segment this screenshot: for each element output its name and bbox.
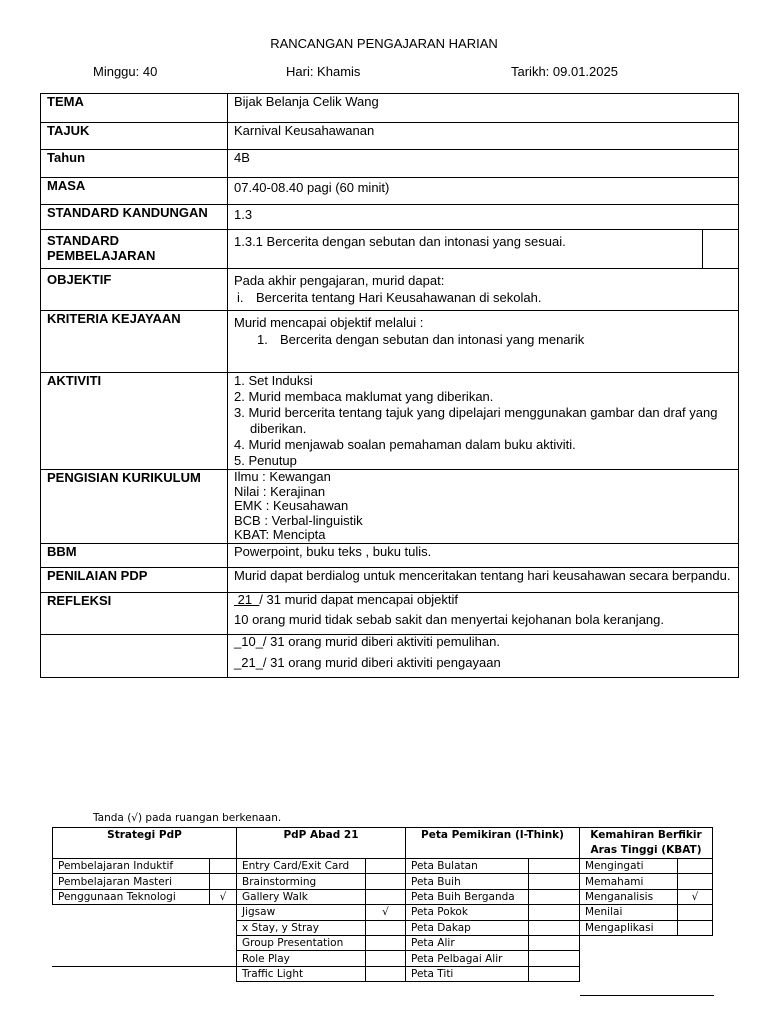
row-tajuk: [41, 123, 739, 150]
peta-item: Peta Buih Berganda: [406, 889, 529, 904]
row-standard-pembelajaran: [41, 230, 739, 269]
checkbox-cell[interactable]: √: [678, 889, 713, 904]
aktiviti-item: 1. Set Induksi: [234, 373, 313, 388]
masa-value: 07.40-08.40 pagi (60 minit): [228, 178, 739, 205]
checkbox-cell[interactable]: [678, 905, 713, 920]
kbat-item: Mengaplikasi: [580, 920, 678, 935]
row-refleksi: [41, 592, 739, 634]
kbat-item: Menganalisis: [580, 889, 678, 904]
sp-label-1: STANDARD: [47, 233, 119, 248]
peta-item: Peta Bulatan: [406, 859, 529, 874]
row-standard-kandungan: [41, 205, 739, 230]
row-masa: [41, 178, 739, 205]
tindakan-empty-cell: [41, 634, 228, 677]
checklist-row: [53, 874, 713, 889]
aktiviti-item: 3. Murid bercerita tentang tajuk yang dipelajari menggunakan gambar dan draf yang: [234, 405, 718, 420]
hari-field: Hari: Khamis: [286, 64, 361, 79]
peta-item: Peta Pelbagai Alir: [406, 951, 529, 966]
pengisian-label: PENGISIAN KURIKULUM: [47, 470, 201, 485]
checkbox-cell[interactable]: [529, 920, 580, 935]
checkbox-cell[interactable]: [366, 889, 406, 904]
kriteria-intro: Murid mencapai objektif melalui :: [234, 315, 424, 330]
checklist-row: [53, 859, 713, 874]
strategi-bottom-rule: [52, 966, 236, 967]
peta-item: Peta Titi: [406, 966, 529, 981]
checkbox-cell[interactable]: [529, 951, 580, 966]
lesson-plan-table: [40, 93, 739, 678]
kbat-item: Memahami: [580, 874, 678, 889]
sp-label-2: PEMBELAJARAN: [47, 248, 156, 263]
sp-value: 1.3.1 Bercerita dengan sebutan dan intonasi yang sesuai.: [228, 230, 703, 269]
checkbox-cell[interactable]: [366, 951, 406, 966]
masa-label: MASA: [47, 178, 86, 193]
checkbox-cell[interactable]: √: [210, 889, 237, 904]
row-tahun: [41, 150, 739, 178]
checklist-row: [53, 905, 713, 920]
refleksi-count: 21: [234, 591, 260, 607]
tema-label: TEMA: [47, 94, 84, 109]
pengisian-item: Ilmu : Kewangan: [234, 469, 331, 484]
checkbox-cell[interactable]: [366, 859, 406, 874]
checkbox-cell[interactable]: [366, 935, 406, 950]
tarikh-field: Tarikh: 09.01.2025: [511, 64, 618, 79]
checkbox-cell[interactable]: √: [366, 905, 406, 920]
kbat-item: Menilai: [580, 905, 678, 920]
checkbox-cell[interactable]: [529, 905, 580, 920]
abad-item: Entry Card/Exit Card: [237, 859, 366, 874]
checkbox-cell[interactable]: [529, 874, 580, 889]
kriteria-label: KRITERIA KEJAYAAN: [47, 311, 181, 326]
row-tindakan: [41, 634, 739, 677]
pengisian-item: KBAT: Mencipta: [234, 527, 326, 542]
checkbox-cell[interactable]: [529, 935, 580, 950]
penilaian-label: PENILAIAN PDP: [47, 567, 148, 583]
abad-item: Brainstorming: [237, 874, 366, 889]
sk-label: STANDARD KANDUNGAN: [47, 205, 208, 220]
row-pengisian: [41, 470, 739, 544]
abad-item: x Stay, y Stray: [237, 920, 366, 935]
objektif-item-num: i.: [237, 290, 244, 305]
kriteria-item: Bercerita dengan sebutan dan intonasi yang menarik: [280, 332, 585, 347]
row-bbm: [41, 543, 739, 567]
kbat-item: Mengingati: [580, 859, 678, 874]
pengisian-item: Nilai : Kerajinan: [234, 483, 326, 499]
minggu-field: Minggu: 40: [93, 64, 158, 79]
abad-item: Role Play: [237, 951, 366, 966]
objektif-label: OBJEKTIF: [47, 272, 112, 287]
row-penilaian: [41, 567, 739, 592]
checkbox-cell[interactable]: [529, 889, 580, 904]
row-aktiviti: [41, 373, 739, 470]
tajuk-label: TAJUK: [47, 123, 90, 138]
row-objektif: [41, 269, 739, 311]
tahun-value: 4B: [228, 150, 739, 178]
peta-item: Peta Alir: [406, 935, 529, 950]
row-kriteria: [41, 311, 739, 373]
peta-item: Peta Buih: [406, 874, 529, 889]
checkbox-cell[interactable]: [529, 859, 580, 874]
pemulihan-line: _10_/ 31 orang murid diberi aktiviti pemulihan.: [234, 633, 500, 649]
kbat-header-2: Aras Tinggi (KBAT): [590, 844, 702, 856]
abad-item: Jigsaw: [237, 905, 366, 920]
tajuk-value: Karnival Keusahawanan: [228, 123, 739, 150]
checklist-table: [52, 827, 713, 982]
bbm-value: Powerpoint, buku teks , buku tulis.: [234, 543, 432, 559]
checkbox-cell[interactable]: [366, 920, 406, 935]
objektif-intro: Pada akhir pengajaran, murid dapat:: [234, 273, 445, 288]
sp-empty-cell: [703, 230, 739, 269]
aktiviti-item: diberikan.: [250, 421, 307, 436]
checkbox-cell[interactable]: [210, 874, 237, 889]
checkbox-cell[interactable]: [366, 966, 406, 981]
abad-header: PdP Abad 21: [237, 828, 406, 859]
abad-item: Group Presentation: [237, 935, 366, 950]
instruction-note: Tanda (√) pada ruangan berkenaan.: [93, 812, 282, 824]
pengayaan-line: _21_/ 31 orang murid diberi aktiviti pengayaan: [234, 654, 501, 670]
sk-value: 1.3: [228, 205, 739, 230]
refleksi-label: REFLEKSI: [47, 592, 112, 608]
peta-header: Peta Pemikiran (I-Think): [406, 828, 580, 859]
pengisian-item: BCB : Verbal-linguistik: [234, 512, 363, 528]
checkbox-cell[interactable]: [210, 859, 237, 874]
strategi-item: Pembelajaran Masteri: [53, 874, 210, 889]
checklist-row: [53, 889, 713, 904]
objektif-item: Bercerita tentang Hari Keusahawanan di sekolah.: [256, 290, 542, 305]
abad-item: Gallery Walk: [237, 889, 366, 904]
strategi-item: Penggunaan Teknologi: [53, 889, 210, 904]
aktiviti-label: AKTIVITI: [47, 373, 102, 388]
aktiviti-item: 2. Murid membaca maklumat yang diberikan.: [234, 389, 494, 404]
checklist-header: [53, 828, 713, 859]
penilaian-value: Murid dapat berdialog untuk menceritakan tentang hari keusahawan secara berpandu.: [234, 567, 731, 583]
strategi-item: Pembelajaran Induktif: [53, 859, 210, 874]
strategi-header: Strategi PdP: [53, 828, 237, 859]
abad-item: Traffic Light: [237, 966, 366, 981]
checkbox-cell[interactable]: [529, 966, 580, 981]
row-tema: [41, 94, 739, 123]
checkbox-cell[interactable]: [678, 874, 713, 889]
tahun-label: Tahun: [47, 150, 86, 165]
peta-item: Peta Dakap: [406, 920, 529, 935]
aktiviti-item: 5. Penutup: [234, 453, 297, 468]
kbat-header-1: Kemahiran Berfikir: [590, 829, 702, 841]
kriteria-item-num: 1.: [257, 332, 268, 347]
kbat-bottom-rule: [580, 995, 714, 996]
checkbox-cell[interactable]: [678, 859, 713, 874]
pengisian-item: EMK : Keusahawan: [234, 498, 349, 513]
refleksi-objektif: / 31 murid dapat mencapai objektif: [259, 591, 459, 607]
bbm-label: BBM: [47, 543, 77, 559]
refleksi-note: 10 orang murid tidak sebab sakit dan menyertai kejohanan bola keranjang.: [234, 611, 664, 627]
checkbox-cell[interactable]: [366, 874, 406, 889]
peta-item: Peta Pokok: [406, 905, 529, 920]
aktiviti-item: 4. Murid menjawab soalan pemahaman dalam buku aktiviti.: [234, 437, 576, 452]
tema-value: Bijak Belanja Celik Wang: [228, 94, 739, 123]
checkbox-cell[interactable]: [678, 920, 713, 935]
page-title: RANCANGAN PENGAJARAN HARIAN: [270, 36, 498, 51]
